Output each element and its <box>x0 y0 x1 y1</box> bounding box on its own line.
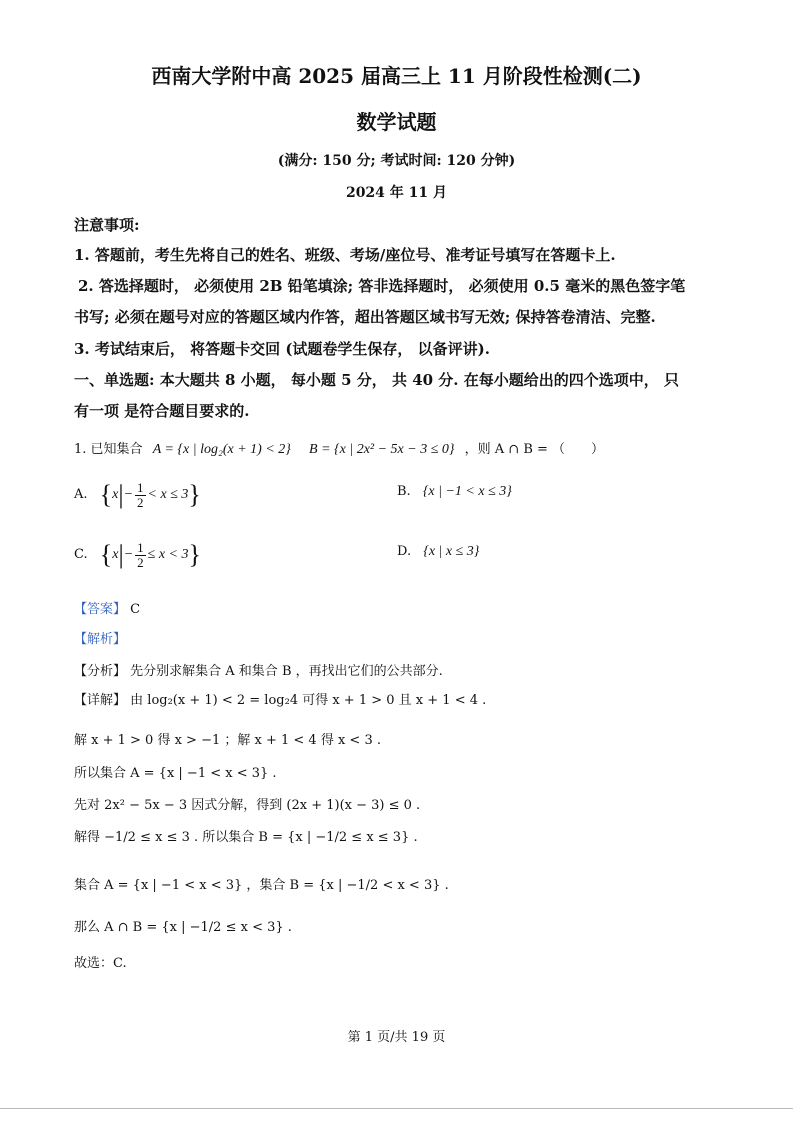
question-1-prefix: 1. 已知集合 <box>74 442 143 457</box>
fenxi-text: 先分别求解集合 A 和集合 B ，再找出它们的公共部分. <box>130 664 443 679</box>
solution-step-5 <box>74 874 449 893</box>
solution-step-1: 解 x + 1 > 0 得 x > −1 ；解 x + 1 < 4 得 x < 3 . <box>74 733 381 748</box>
option-c: C. {x|− $\frac{1}{2}$ ≤ x < 3} <box>74 539 201 570</box>
solution-step-5-text: 集合 A = {x | −1 < x < 3} ，集合 B = {x | −1/2 < x < 3} . <box>74 878 449 893</box>
question-1-stem <box>74 438 604 458</box>
set-b-definition: B = {x | 2x² − 5x − 3 ≤ 0} <box>309 442 455 457</box>
option-a: A. {x|− $\frac{1}{2}$ < x ≤ 3} <box>74 479 201 510</box>
section-heading-line-1: 一、单选题: 本大题共 8 小题， 每小题 5 分， 共 40 分. 在每小题给出的四个选项中， 只 <box>74 371 679 389</box>
solution-step-2: 所以集合 A = {x | −1 < x < 3} . <box>74 766 277 781</box>
fenxi-label: 【分析】 <box>74 664 127 679</box>
option-d-label: D. <box>397 544 412 559</box>
solution-step-3: 先对 2x² − 5x − 3 因式分解，得到 (2x + 1)(x − 3) ≤ 0 . <box>74 798 421 813</box>
page-bottom-divider <box>0 1108 793 1109</box>
xiangjie-label: 【详解】 <box>74 693 127 708</box>
question-1-suffix: ，则 A ∩ B = （ ） <box>464 442 605 457</box>
analysis-label: 【解析】 <box>74 632 127 647</box>
fenxi-line <box>74 660 443 679</box>
option-b-text: {x | −1 < x ≤ 3} <box>422 484 512 499</box>
score-time-info: (满分: 150 分; 考试时间: 120 分钟) <box>277 153 516 169</box>
xiangjie-line <box>74 689 486 708</box>
solution-step-4 <box>74 826 418 845</box>
page-footer: 第 1 页/共 19 页 <box>347 1030 446 1045</box>
answer-label: 【答案】 <box>74 602 127 617</box>
notice-item-1: 1. 答题前，考生先将自己的姓名、班级、考场/座位号、准考证号填写在答题卡上. <box>74 246 616 264</box>
option-c-label: C. <box>74 547 88 563</box>
set-a-definition: A = {x | log₂(x + 1) < 2} <box>152 442 291 457</box>
exam-title: 西南大学附中高 2025 届高三上 11 月阶段性检测(二) <box>151 64 642 88</box>
option-d <box>397 544 479 560</box>
notice-item-2-line-1: 2. 答选择题时， 必须使用 2B 铅笔填涂; 答非选择题时， 必须使用 0.5 毫米的黑色签字笔 <box>78 277 686 295</box>
option-b <box>397 484 512 500</box>
solution-conclusion: 故选：C. <box>74 956 127 971</box>
notice-item-3: 3. 考试结束后， 将答题卡交回 (试题卷学生保存， 以备评讲). <box>74 340 490 358</box>
option-b-label: B. <box>397 484 411 499</box>
xiangjie-text: 由 log₂(x + 1) < 2 = log₂4 可得 x + 1 > 0 且 x + 1 < 4 . <box>130 693 487 708</box>
notice-item-2-line-2: 书写; 必须在题号对应的答题区域内作答，超出答题区域书写无效; 保持答卷清洁、完整. <box>74 308 656 326</box>
solution-step-6 <box>74 916 292 935</box>
answer-line <box>74 598 140 617</box>
option-a-label: A. <box>74 487 88 503</box>
option-d-text: {x | x ≤ 3} <box>423 544 480 559</box>
solution-step-6-text: 那么 A ∩ B = {x | −1/2 ≤ x < 3} . <box>74 920 292 935</box>
exam-date: 2024 年 11 月 <box>345 185 448 201</box>
solution-step-4-text: 解得 −1/2 ≤ x ≤ 3 . 所以集合 B = {x | −1/2 ≤ x ≤ 3} . <box>74 830 418 845</box>
answer-value: C <box>130 602 141 617</box>
notice-heading: 注意事项: <box>74 216 140 234</box>
section-heading-line-2: 有一项 是符合题目要求的. <box>74 402 250 420</box>
exam-subtitle: 数学试题 <box>356 110 437 134</box>
